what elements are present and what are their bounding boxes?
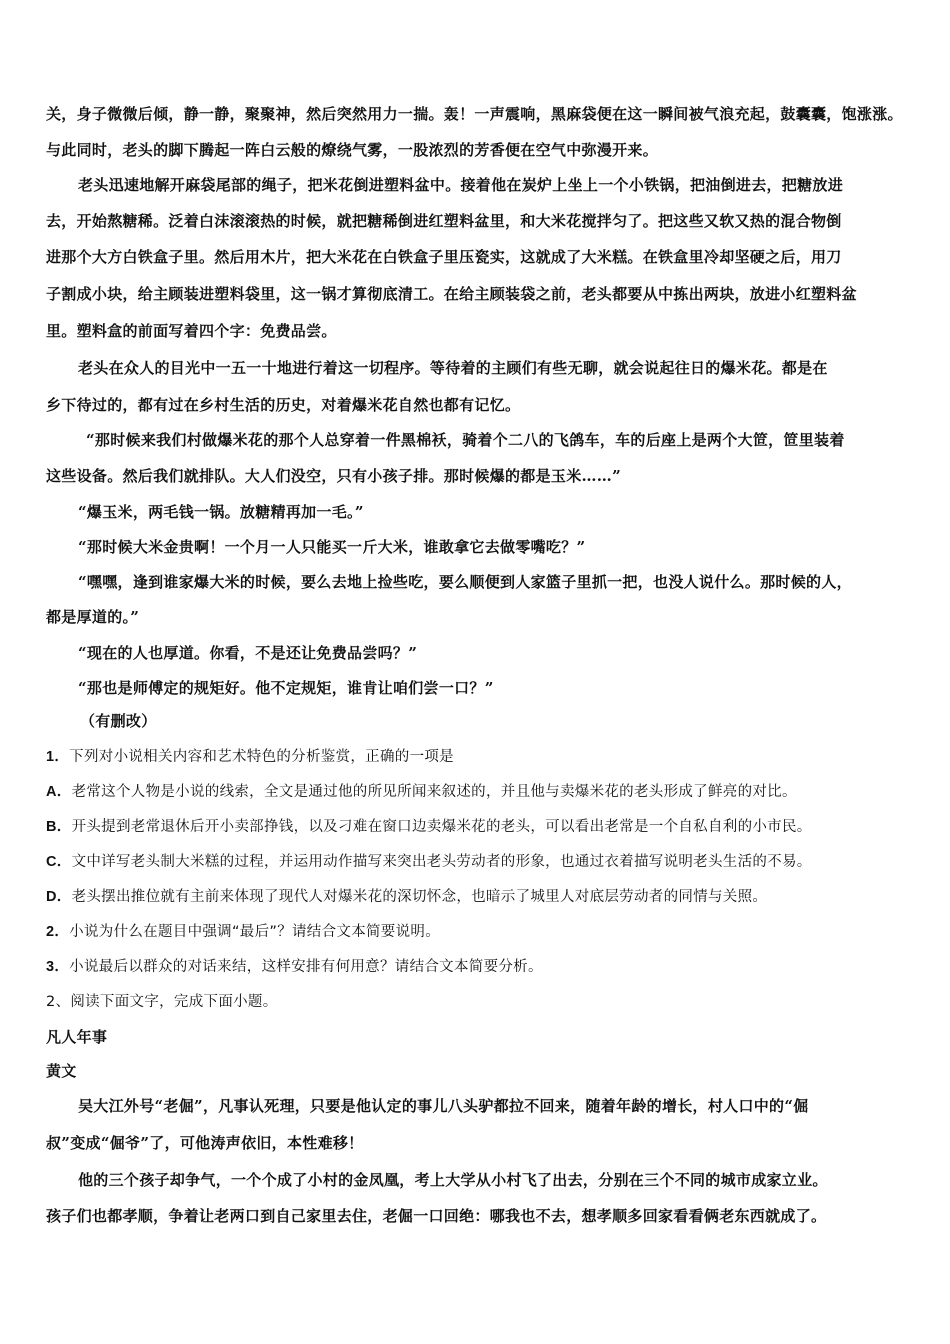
option-text: 老头摆出推位就有主前来体现了现代人对爆米花的深切怀念，也暗示了城里人对底层劳动者的同情与关照。 — [71, 889, 768, 905]
option-text: 文中详写老头制大米糕的过程，并运用动作描写来突出老头劳动者的形象，也通过衣着描写说明老头生活的不易。 — [71, 854, 812, 870]
question-text: 小说为什么在题目中强调“最后”？请结合文本简要说明。 — [69, 924, 440, 940]
question-number: 3． — [46, 959, 70, 975]
story-line: 进那个大方白铁盒子里。然后用木片，把大米花在白铁盒子里压瓷实，这就成了大米糕。在铁盒里冷却坚硬之后，用刀 — [46, 248, 842, 266]
story-line: 里。塑料盒的前面写着四个字：免费品尝。 — [46, 322, 337, 340]
article-line: 吴大江外号“老倔”，凡事认死理，只要是他认定的事儿八头驴都拉不回来，随着年龄的增长，村人口中的“倔 — [78, 1097, 809, 1115]
story-line: “那也是师傅定的规矩好。他不定规矩，谁肯让咱们尝一口？” — [78, 679, 494, 697]
option-d — [46, 887, 767, 907]
article-line: 他的三个孩子却争气，一个个成了小村的金凤凰，考上大学从小村飞了出去，分别在三个不同的城市成家立业。 — [78, 1171, 828, 1189]
article-author: 黄文 — [46, 1062, 77, 1080]
story-line: “那时候来我们村做爆米花的那个人总穿着一件黑棉袄，骑着个二八的飞鸽车，车的后座上是两个大笸，笸里装着 — [86, 431, 845, 449]
story-line: “爆玉米，两毛钱一锅。放糖精再加一毛。” — [78, 503, 364, 521]
story-line: 关，身子微微后倾，静一静，聚聚神，然后突然用力一揣。轰！一声震响，黑麻袋便在这一瞬间被气浪充起，鼓囊囊，饱涨涨。 — [46, 105, 903, 123]
article-title: 凡人年事 — [46, 1028, 108, 1046]
story-line: “那时候大米金贵啊！一个月一人只能买一斤大米，谁敢拿它去做零嘴吃？” — [78, 538, 586, 556]
option-a — [46, 782, 797, 802]
story-line: 老头在众人的目光中一五一十地进行着这一切程序。等待着的主顾们有些无聊，就会说起往日的爆米花。都是在 — [78, 359, 828, 377]
question-2 — [46, 922, 440, 942]
article-line: 叔”变成“倔爷”了，可他涛声依旧，本性难移！ — [46, 1134, 364, 1152]
question-text: 下列对小说相关内容和艺术特色的分析鉴赏，正确的一项是 — [69, 749, 454, 765]
article-line: 孩子们也都孝顺，争着让老两口到自己家里去住，老倔一口回绝：哪我也不去，想孝顺多回家看看俩老东西就成了。 — [46, 1207, 827, 1225]
question-text: 小说最后以群众的对话来结，这样安排有何用意？请结合文本简要分析。 — [69, 959, 543, 975]
option-label: A． — [46, 784, 72, 800]
story-line: “现在的人也厚道。你看，不是还让免费品尝吗？” — [78, 644, 418, 662]
option-label: B． — [46, 819, 72, 835]
story-line: 与此同时，老头的脚下腾起一阵白云般的燎绕气雾，一股浓烈的芳香便在空气中弥漫开来。 — [46, 141, 659, 159]
option-text: 老常这个人物是小说的线索，全文是通过他的所见所闻来叙述的，并且他与卖爆米花的老头形成了鲜亮的对比。 — [71, 784, 797, 800]
option-label: C． — [46, 854, 72, 870]
story-line: 老头迅速地解开麻袋尾部的绳子，把米花倒进塑料盆中。接着他在炭炉上坐上一个小铁锅，把油倒进去，把糖放进 — [78, 176, 844, 194]
section-instruction: 2、阅读下面文字，完成下面小题。 — [46, 994, 278, 1010]
option-label: D． — [46, 889, 72, 905]
question-1 — [46, 747, 454, 767]
question-number: 1． — [46, 749, 70, 765]
option-b — [46, 817, 812, 837]
story-line: 子割成小块，给主顾装进塑料袋里，这一锅才算彻底清工。在给主顾装袋之前，老头都要从中拣出两块，放进小红塑料盆 — [46, 285, 857, 303]
option-c — [46, 852, 812, 872]
story-line: 这些设备。然后我们就排队。大人们没空，只有小孩子排。那时候爆的都是玉米……” — [46, 467, 622, 485]
question-3 — [46, 957, 543, 977]
story-line: 去，开始熬糖稀。泛着白沫滚滚热的时候，就把糖稀倒进红塑料盆里，和大米花搅拌匀了。把这些又软又热的混合物倒 — [46, 212, 842, 230]
story-line: “嘿嘿，逢到谁家爆大米的时候，要么去地上捡些吃，要么顺便到人家篮子里抓一把，也没人说什么。那时候的人， — [78, 573, 852, 591]
option-text: 开头提到老常退休后开小卖部挣钱，以及刁难在窗口边卖爆米花的老头，可以看出老常是一个自私自利的小市民。 — [71, 819, 812, 835]
story-line: 乡下待过的，都有过在乡村生活的历史，对着爆米花自然也都有记忆。 — [46, 396, 521, 414]
story-line: 都是厚道的。” — [46, 608, 140, 626]
question-number: 2． — [46, 924, 70, 940]
source-note: （有删改） — [80, 712, 157, 730]
